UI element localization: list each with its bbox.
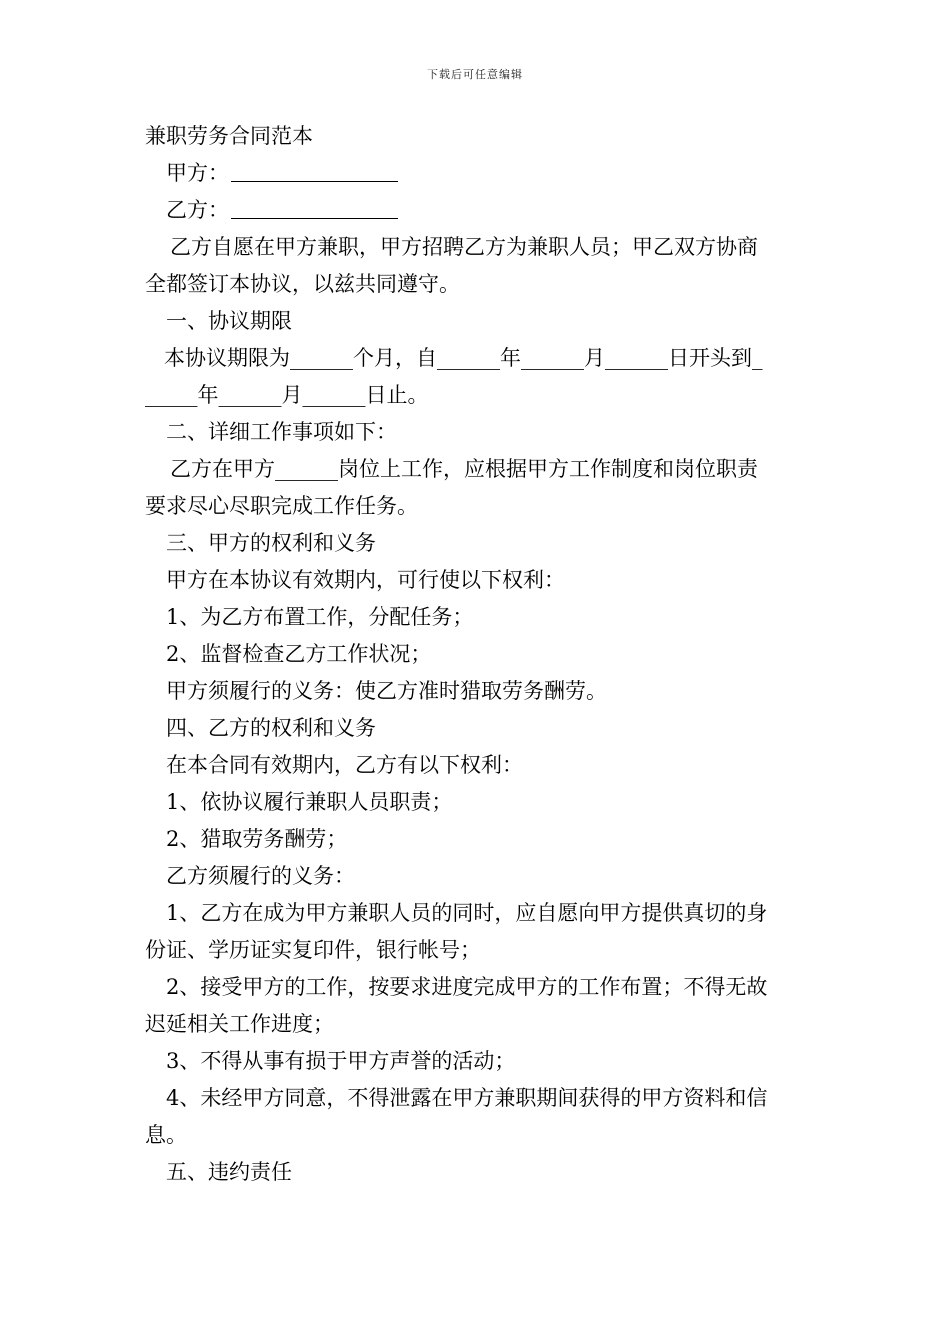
section-heading: 四、乙方的权利和义务 bbox=[166, 716, 376, 740]
paragraph-line: 在本合同有效期内，乙方有以下权利： bbox=[166, 753, 523, 777]
paragraph-line: 迟延相关工作进度； bbox=[145, 1012, 334, 1036]
paragraph-line: 本协议期限为______个月，自______年______月______日开头到_ bbox=[164, 346, 763, 370]
party-a-blank bbox=[231, 159, 398, 182]
paragraph-line: 份证、学历证实复印件，银行帐号； bbox=[145, 938, 481, 962]
list-item: 4、未经甲方同意，不得泄露在甲方兼职期间获得的甲方资料和信 bbox=[166, 1086, 768, 1110]
paragraph-line: 甲方须履行的义务：使乙方准时猎取劳务酬劳。 bbox=[166, 679, 607, 703]
party-b-line bbox=[145, 192, 807, 229]
document-title: 兼职劳务合同范本 bbox=[145, 124, 313, 148]
list-item: 2、猎取劳务酬劳； bbox=[166, 827, 348, 851]
paragraph-line: 全都签订本协议，以兹共同遵守。 bbox=[145, 272, 460, 296]
paragraph-line: _____年______月______日止。 bbox=[145, 383, 429, 407]
party-b-blank bbox=[231, 196, 398, 219]
paragraph-line: 乙方在甲方______岗位上工作，应根据甲方工作制度和岗位职责 bbox=[170, 457, 758, 481]
paragraph-line: 甲方在本协议有效期内，可行使以下权利： bbox=[166, 568, 565, 592]
paragraph-line: 息。 bbox=[145, 1123, 187, 1147]
section-heading: 五、违约责任 bbox=[166, 1160, 292, 1184]
paragraph-line: 乙方须履行的义务： bbox=[166, 864, 355, 888]
section-heading: 一、协议期限 bbox=[166, 309, 292, 333]
list-item: 1、依协议履行兼职人员职责； bbox=[166, 790, 453, 814]
list-item: 1、乙方在成为甲方兼职人员的同时，应自愿向甲方提供真切的身 bbox=[166, 901, 768, 925]
party-a-label: 甲方： bbox=[166, 161, 229, 185]
paragraph-line: 要求尽心尽职完成工作任务。 bbox=[145, 494, 418, 518]
section-heading: 二、详细工作事项如下： bbox=[166, 420, 397, 444]
header-note: 下载后可任意编辑 bbox=[427, 68, 523, 81]
party-b-label: 乙方： bbox=[166, 198, 229, 222]
party-a-line bbox=[145, 155, 807, 192]
document-body bbox=[145, 118, 807, 1191]
paragraph-line: 乙方自愿在甲方兼职，甲方招聘乙方为兼职人员；甲乙双方协商 bbox=[170, 235, 758, 259]
list-item: 2、接受甲方的工作，按要求进度完成甲方的工作布置；不得无故 bbox=[166, 975, 768, 999]
list-item: 1、为乙方布置工作，分配任务； bbox=[166, 605, 474, 629]
section-heading: 三、甲方的权利和义务 bbox=[166, 531, 376, 555]
list-item: 2、监督检查乙方工作状况； bbox=[166, 642, 432, 666]
list-item: 3、不得从事有损于甲方声誉的活动； bbox=[166, 1049, 516, 1073]
